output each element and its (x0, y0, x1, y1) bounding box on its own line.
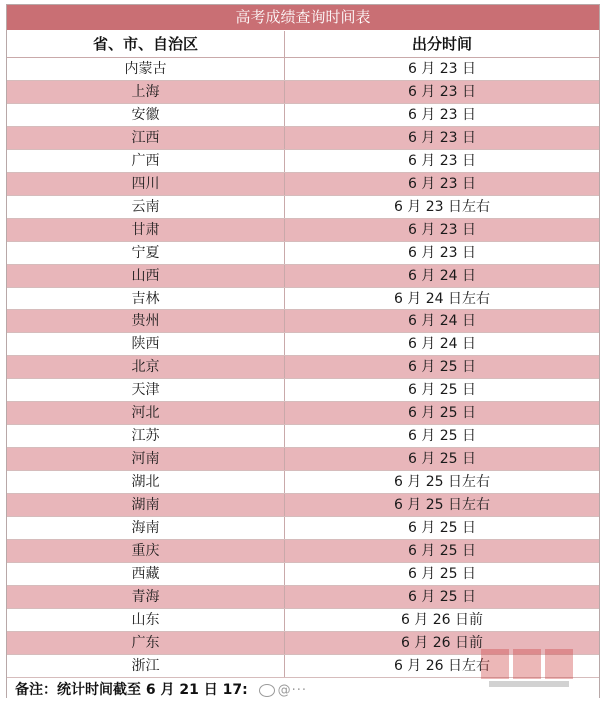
weibo-icon (259, 684, 275, 697)
time-cell: 6 月 23 日 (407, 83, 477, 100)
time-cell: 6 月 25 日 (407, 382, 477, 399)
table-row (7, 517, 599, 540)
table-row (7, 494, 599, 517)
region-cell: 湖北 (7, 471, 285, 493)
time-cell: 6 月 24 日 (407, 336, 477, 353)
table-row (7, 81, 599, 104)
time-cell: 6 月 25 日左右 (393, 474, 491, 491)
time-cell: 6 月 23 日 (407, 106, 477, 123)
table-row (7, 425, 599, 448)
time-cell: 6 月 23 日左右 (393, 198, 491, 215)
region-cell: 宁夏 (7, 242, 285, 264)
table-row (7, 288, 599, 311)
region-cell: 青海 (7, 586, 285, 608)
time-cell: 6 月 25 日 (407, 451, 477, 468)
table-row (7, 333, 599, 356)
table-title: 高考成绩查询时间表 (7, 5, 599, 31)
weibo-watermark (259, 679, 307, 703)
table-row (7, 402, 599, 425)
table-body (7, 58, 599, 678)
table-row (7, 127, 599, 150)
time-cell: 6 月 25 日 (407, 588, 477, 605)
time-cell: 6 月 25 日 (407, 428, 477, 445)
time-cell: 6 月 23 日 (407, 175, 477, 192)
region-cell: 天津 (7, 379, 285, 401)
table-row (7, 219, 599, 242)
region-cell: 西藏 (7, 563, 285, 585)
table-row (7, 448, 599, 471)
region-cell: 北京 (7, 356, 285, 378)
region-cell: 贵州 (7, 310, 285, 332)
region-cell: 海南 (7, 517, 285, 539)
table-row (7, 104, 599, 127)
table-row (7, 356, 599, 379)
region-cell: 浙江 (7, 655, 285, 677)
schedule-table (6, 4, 600, 698)
region-cell: 河北 (7, 402, 285, 424)
region-cell: 山西 (7, 265, 285, 287)
time-cell: 6 月 23 日 (407, 129, 477, 146)
region-cell: 广西 (7, 150, 285, 172)
time-cell: 6 月 25 日 (407, 565, 477, 582)
region-cell: 上海 (7, 81, 285, 103)
time-cell: 6 月 25 日 (407, 405, 477, 422)
table-row (7, 379, 599, 402)
footer-note-text: 备注：统计时间截至 6 月 21 日 17: (15, 681, 248, 698)
table-row (7, 609, 599, 632)
time-cell: 6 月 25 日 (407, 520, 477, 537)
region-cell: 陕西 (7, 333, 285, 355)
time-cell: 6 月 23 日 (407, 61, 477, 77)
table-row (7, 586, 599, 609)
region-cell: 四川 (7, 173, 285, 195)
time-cell: 6 月 24 日 (407, 267, 477, 284)
time-cell: 6 月 26 日前 (400, 611, 484, 628)
time-cell: 6 月 24 日左右 (393, 290, 491, 307)
time-cell: 6 月 24 日 (407, 313, 477, 330)
table-row (7, 173, 599, 196)
region-cell: 重庆 (7, 540, 285, 562)
table-row (7, 150, 599, 173)
table-header-row (7, 31, 599, 58)
time-cell: 6 月 25 日 (407, 543, 477, 560)
region-cell: 江苏 (7, 425, 285, 447)
table-row (7, 265, 599, 288)
region-cell: 安徽 (7, 104, 285, 126)
header-region: 省、市、自治区 (7, 31, 285, 57)
time-cell: 6 月 25 日 (407, 359, 477, 376)
table-row (7, 471, 599, 494)
time-cell: 6 月 25 日左右 (393, 497, 491, 514)
table-row (7, 563, 599, 586)
table-row (7, 196, 599, 219)
region-cell: 甘肃 (7, 219, 285, 241)
weibo-handle: @··· (277, 682, 307, 698)
region-cell: 云南 (7, 196, 285, 218)
time-cell: 6 月 23 日 (407, 221, 477, 238)
region-cell: 内蒙古 (7, 58, 285, 80)
time-cell: 6 月 26 日前 (400, 634, 484, 651)
region-cell: 山东 (7, 609, 285, 631)
table-row (7, 58, 599, 81)
time-cell: 6 月 26 日左右 (393, 657, 491, 674)
news-site-logo-icon (479, 641, 579, 691)
region-cell: 江西 (7, 127, 285, 149)
header-time: 出分时间 (411, 35, 472, 53)
time-cell: 6 月 23 日 (407, 152, 477, 169)
region-cell: 广东 (7, 632, 285, 654)
region-cell: 吉林 (7, 288, 285, 310)
region-cell: 河南 (7, 448, 285, 470)
time-cell: 6 月 23 日 (407, 244, 477, 261)
table-row (7, 540, 599, 563)
region-cell: 湖南 (7, 494, 285, 516)
table-row (7, 310, 599, 333)
table-row (7, 242, 599, 265)
